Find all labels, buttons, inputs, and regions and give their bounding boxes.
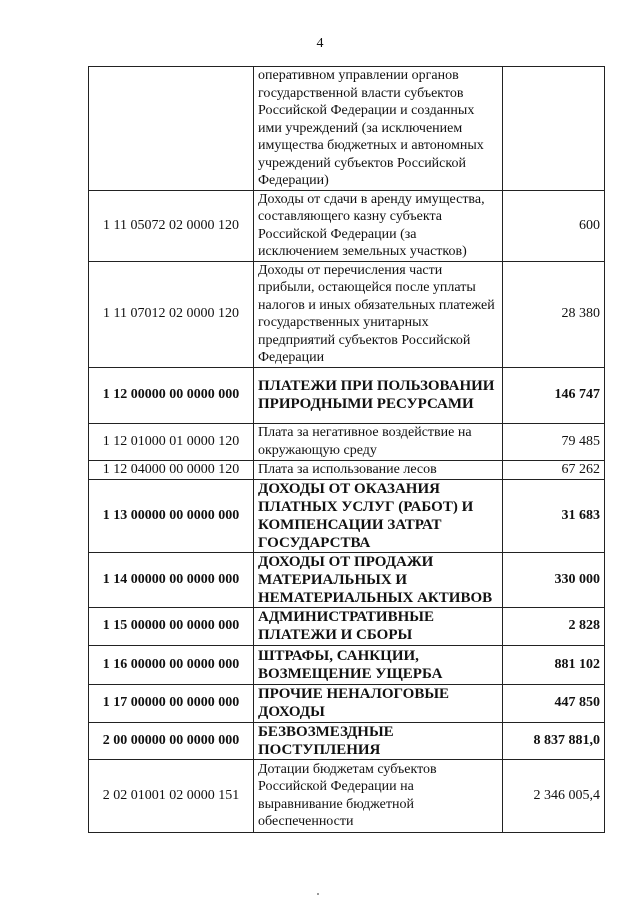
table-row [89,552,605,607]
revenue-name-cell: АДМИНИСТРАТИВНЫЕ ПЛАТЕЖИ И СБОРЫ [254,607,503,645]
table-row [89,684,605,722]
budget-code-cell: 1 11 05072 02 0000 120 [89,190,254,261]
amount-cell: 600 [503,190,605,261]
revenue-name-cell: ШТРАФЫ, САНКЦИИ, ВОЗМЕЩЕНИЕ УЩЕРБА [254,645,503,684]
budget-code-cell: 1 17 00000 00 0000 000 [89,684,254,722]
amount-cell [503,67,605,191]
budget-code-cell: 1 15 00000 00 0000 000 [89,607,254,645]
amount-cell: 31 683 [503,479,605,552]
amount-cell: 79 485 [503,423,605,460]
revenue-name-cell: ДОХОДЫ ОТ ПРОДАЖИ МАТЕРИАЛЬНЫХ И НЕМАТЕРИАЛЬНЫХ АКТИВОВ [254,552,503,607]
amount-cell: 2 346 005,4 [503,759,605,832]
revenue-name-cell: БЕЗВОЗМЕЗДНЫЕ ПОСТУПЛЕНИЯ [254,722,503,759]
revenue-name-cell: Доходы от сдачи в аренду имущества, составляющего казну субъекта Российской Федерации (за исключением земельных участков) [254,190,503,261]
budget-code-cell: 1 12 00000 00 0000 000 [89,367,254,423]
amount-cell: 146 747 [503,367,605,423]
budget-code-cell: 1 13 00000 00 0000 000 [89,479,254,552]
amount-cell: 447 850 [503,684,605,722]
table-row [89,759,605,832]
budget-code-cell: 1 16 00000 00 0000 000 [89,645,254,684]
budget-code-cell: 1 14 00000 00 0000 000 [89,552,254,607]
amount-cell: 2 828 [503,607,605,645]
budget-code-cell: 2 00 00000 00 0000 000 [89,722,254,759]
table-row [89,645,605,684]
revenue-name-cell: ДОХОДЫ ОТ ОКАЗАНИЯ ПЛАТНЫХ УСЛУГ (РАБОТ) И КОМПЕНСАЦИИ ЗАТРАТ ГОСУДАРСТВА [254,479,503,552]
table-row [89,367,605,423]
revenue-name-cell: Дотации бюджетам субъектов Российской Федерации на выравнивание бюджетной обеспеченности [254,759,503,832]
table-row [89,261,605,367]
amount-cell: 330 000 [503,552,605,607]
budget-code-cell: 1 12 04000 00 0000 120 [89,460,254,479]
table-row [89,190,605,261]
revenue-name-cell: ПЛАТЕЖИ ПРИ ПОЛЬЗОВАНИИ ПРИРОДНЫМИ РЕСУРСАМИ [254,367,503,423]
table-row [89,607,605,645]
scan-speck [317,893,319,895]
revenue-name-cell: оперативном управлении органов государственной власти субъектов Российской Федерации и созданных ими учреждений (за исключением имущества бюджетных и автономных учреждений субъектов Российской Федерации) [254,67,503,191]
revenue-name-cell: Плата за использование лесов [254,460,503,479]
revenue-name-cell: Плата за негативное воздействие на окружающую среду [254,423,503,460]
budget-code-cell: 1 12 01000 01 0000 120 [89,423,254,460]
amount-cell: 67 262 [503,460,605,479]
revenue-name-cell: Доходы от перечисления части прибыли, остающейся после уплаты налогов и иных обязательных платежей государственных унитарных предприятий субъектов Российской Федерации [254,261,503,367]
table-row [89,67,605,191]
amount-cell: 8 837 881,0 [503,722,605,759]
table-row [89,722,605,759]
revenue-name-cell: ПРОЧИЕ НЕНАЛОГОВЫЕ ДОХОДЫ [254,684,503,722]
table-row [89,460,605,479]
budget-code-cell: 2 02 01001 02 0000 151 [89,759,254,832]
amount-cell: 881 102 [503,645,605,684]
table-row [89,423,605,460]
revenue-table [88,66,605,833]
amount-cell: 28 380 [503,261,605,367]
page-number: 4 [316,36,324,51]
table-row [89,479,605,552]
budget-code-cell [89,67,254,191]
budget-code-cell: 1 11 07012 02 0000 120 [89,261,254,367]
